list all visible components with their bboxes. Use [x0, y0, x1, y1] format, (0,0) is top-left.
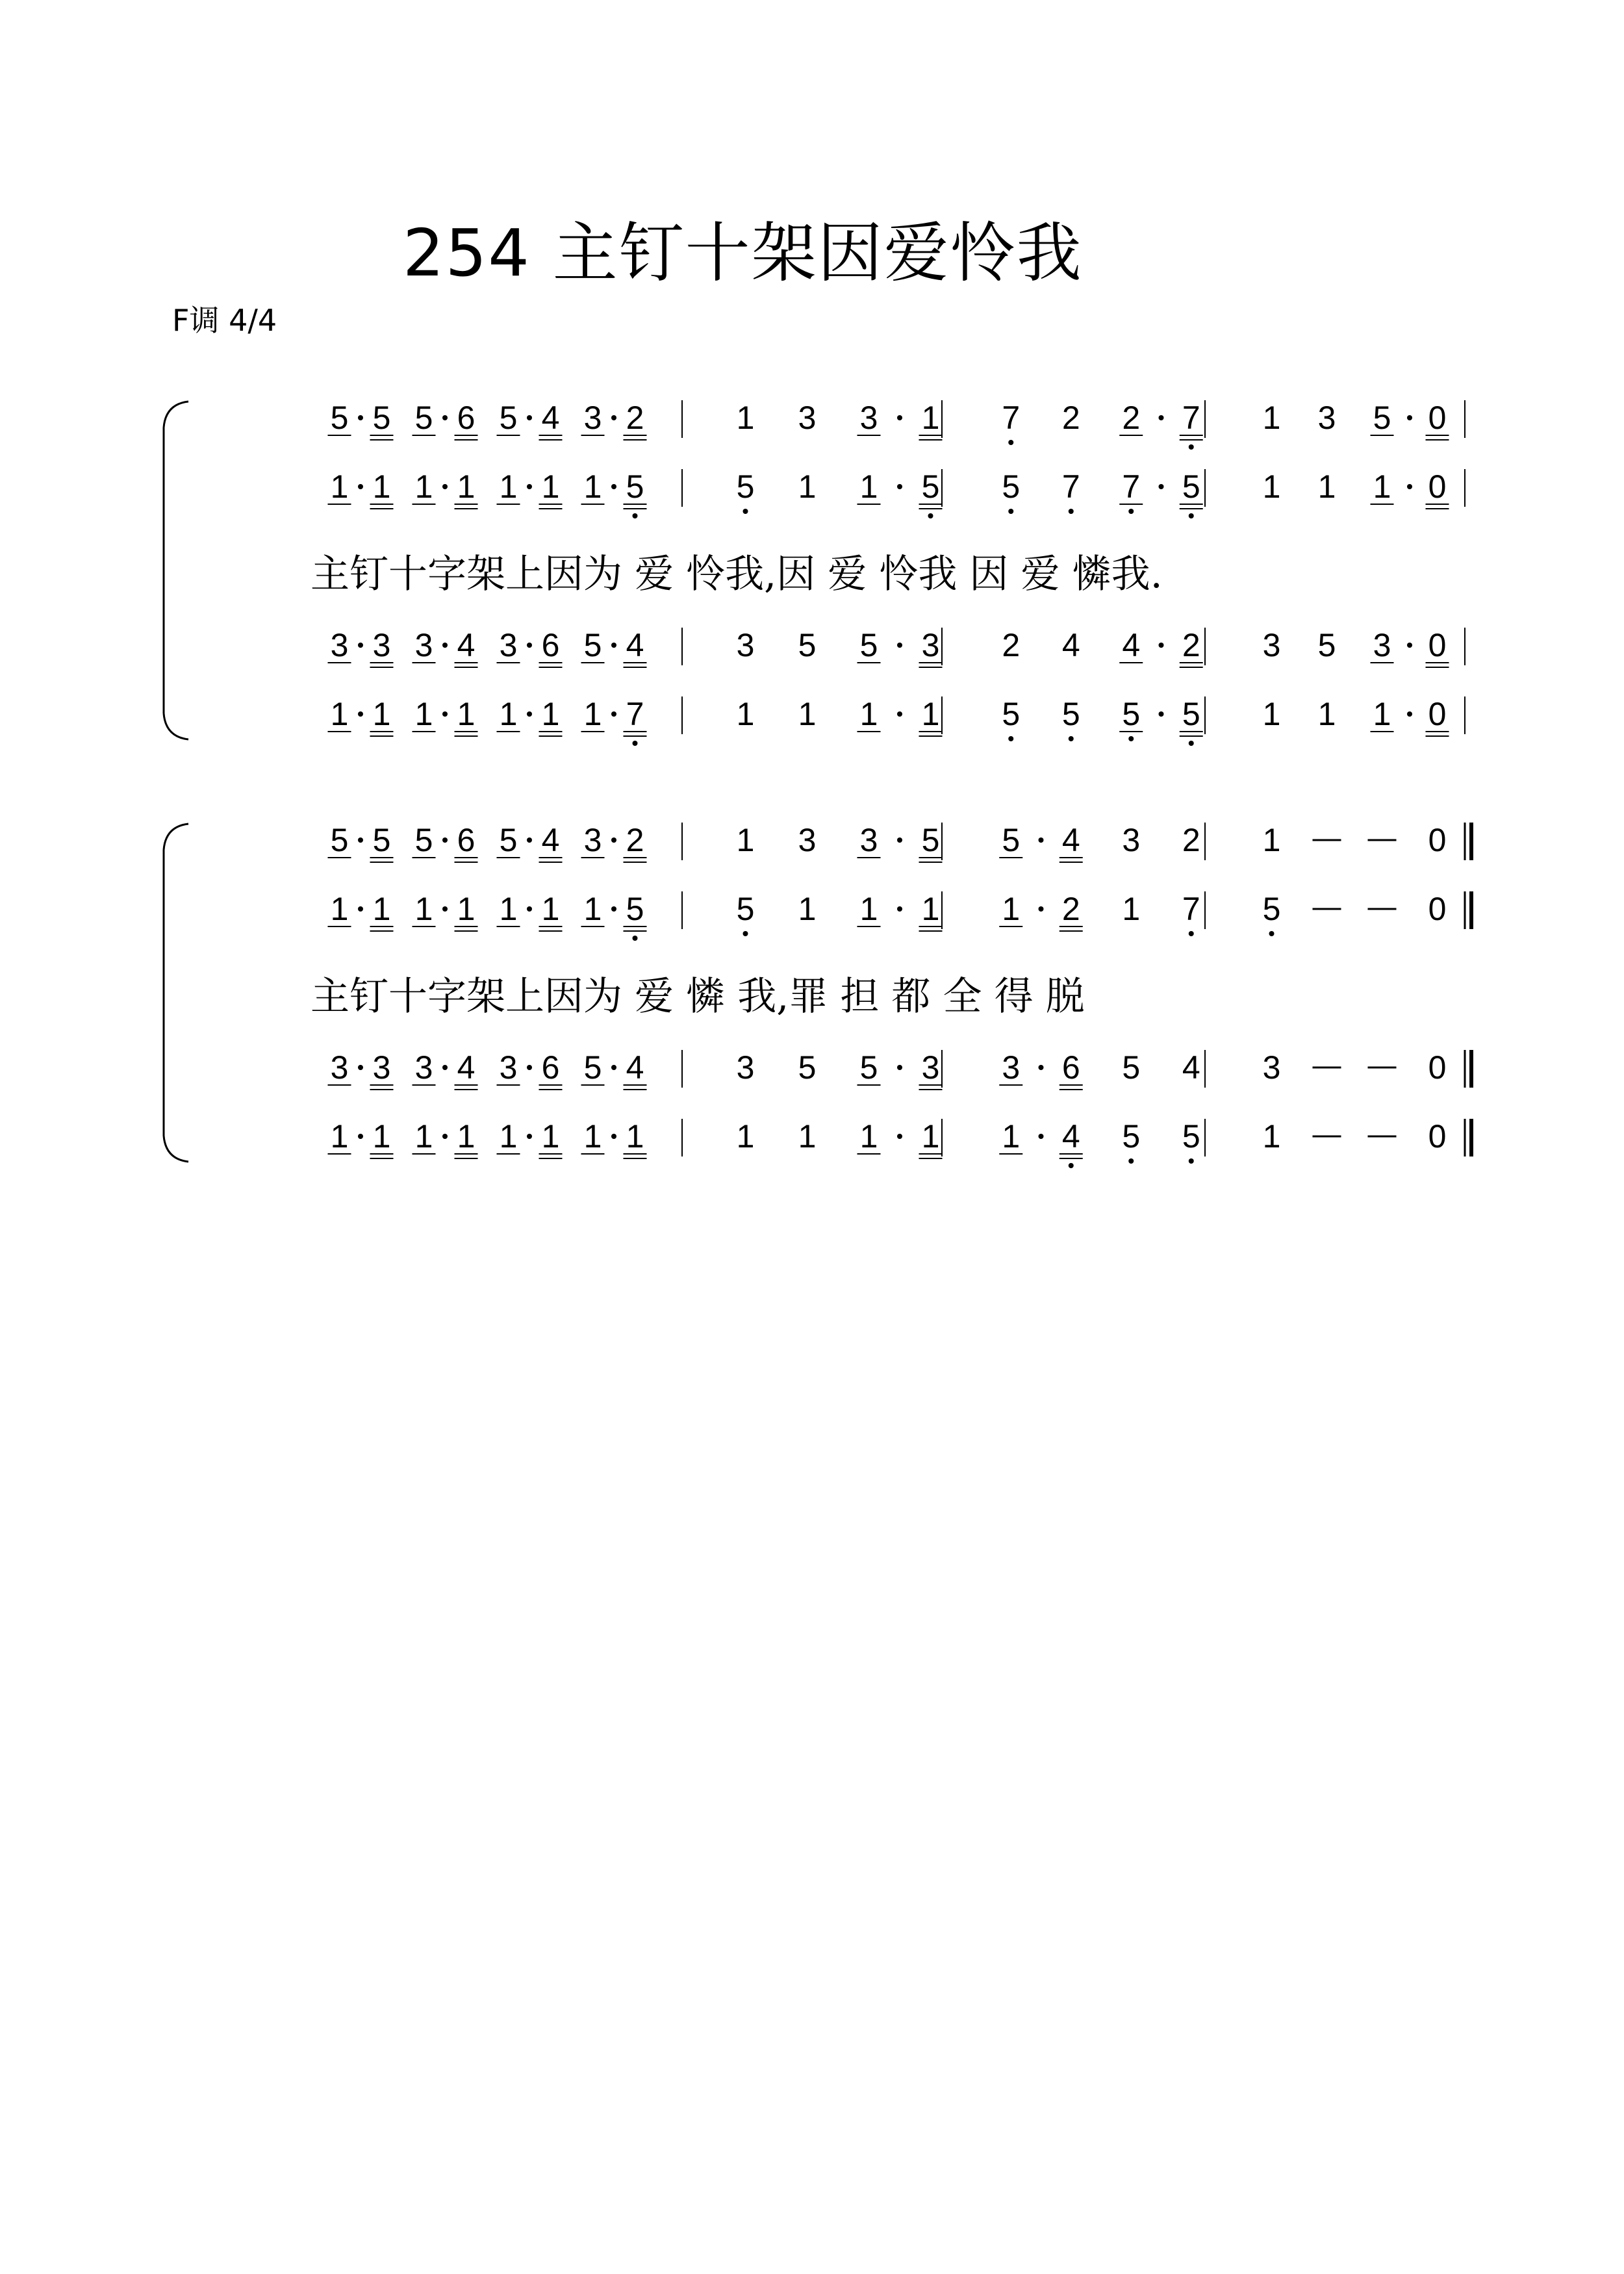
- note: 3: [414, 1049, 433, 1086]
- note: 5: [1373, 400, 1391, 436]
- note: 1: [736, 696, 755, 732]
- note: 5: [1122, 1049, 1141, 1086]
- note: 5: [1317, 627, 1336, 663]
- octave-dot: [633, 741, 638, 746]
- system-bracket-hook-bottom: [164, 1136, 188, 1162]
- note: 5: [626, 891, 644, 927]
- octave-dot: [1189, 444, 1194, 450]
- dot: [527, 906, 532, 912]
- octave-dot: [633, 513, 638, 518]
- dot: [1407, 415, 1412, 420]
- note: 4: [1182, 1049, 1200, 1086]
- note: 3: [1002, 1049, 1021, 1086]
- note: 7: [1182, 891, 1200, 927]
- octave-dot: [1008, 440, 1013, 445]
- system-bracket-hook-top: [164, 402, 188, 428]
- note: 4: [626, 1049, 644, 1086]
- dot: [442, 484, 448, 489]
- dot: [442, 1134, 448, 1139]
- note: 1: [457, 1118, 476, 1155]
- dot: [358, 1134, 363, 1139]
- note: 2: [1061, 891, 1080, 927]
- note: 3: [859, 400, 878, 436]
- note: 7: [1182, 400, 1200, 436]
- dot: [1159, 484, 1164, 489]
- note: 1: [414, 696, 433, 732]
- note: 1: [1262, 696, 1281, 732]
- dot: [1039, 1065, 1044, 1070]
- dot: [442, 711, 448, 717]
- octave-dot: [1189, 1158, 1194, 1164]
- note: 0: [1428, 696, 1447, 732]
- dot: [897, 1134, 902, 1139]
- dot: [611, 1065, 616, 1070]
- note: 3: [1122, 822, 1141, 858]
- note: 1: [1262, 1118, 1281, 1155]
- lyric-line: 主钉十字架上因为 爱 憐 我,罪 担 都 全 得 脱: [311, 974, 1085, 1019]
- note: 4: [1122, 627, 1141, 663]
- note: 1: [457, 468, 476, 505]
- note: 1: [1002, 1118, 1021, 1155]
- note: 2: [1061, 400, 1080, 436]
- note: 3: [736, 1049, 755, 1086]
- dot: [1407, 484, 1412, 489]
- note: 1: [372, 468, 391, 505]
- note: 4: [626, 627, 644, 663]
- note: 0: [1428, 627, 1447, 663]
- dot: [897, 415, 902, 420]
- dot: [527, 711, 532, 717]
- dot: [1159, 711, 1164, 717]
- note: 5: [330, 400, 349, 436]
- note: 3: [859, 822, 878, 858]
- note: 5: [1061, 696, 1080, 732]
- note: 0: [1428, 891, 1447, 927]
- note: 5: [798, 1049, 817, 1086]
- note: 5: [499, 400, 518, 436]
- dot: [1407, 711, 1412, 717]
- octave-dot: [928, 513, 933, 518]
- note: 1: [583, 891, 602, 927]
- system-bracket-hook-bottom: [164, 713, 188, 739]
- dot: [527, 415, 532, 420]
- dot: [611, 643, 616, 648]
- note: 2: [1122, 400, 1141, 436]
- note: 5: [921, 822, 940, 858]
- note: 1: [1262, 468, 1281, 505]
- note: 5: [1182, 468, 1200, 505]
- dot: [1039, 906, 1044, 912]
- note: 4: [457, 1049, 476, 1086]
- note: 1: [330, 696, 349, 732]
- dot: [611, 837, 616, 843]
- note: 3: [736, 627, 755, 663]
- octave-dot: [743, 509, 748, 514]
- dot: [527, 643, 532, 648]
- note: 4: [1061, 822, 1080, 858]
- note: 6: [457, 822, 476, 858]
- note: 1: [1262, 400, 1281, 436]
- dot: [611, 484, 616, 489]
- note: 3: [330, 627, 349, 663]
- note: 1: [372, 696, 391, 732]
- note: 3: [921, 1049, 940, 1086]
- dot: [358, 643, 363, 648]
- octave-dot: [1189, 931, 1194, 936]
- dot: [1159, 643, 1164, 648]
- note: 1: [1002, 891, 1021, 927]
- dot: [1159, 415, 1164, 420]
- note: 1: [859, 1118, 878, 1155]
- note: 6: [1061, 1049, 1080, 1086]
- octave-dot: [1128, 509, 1134, 514]
- dot: [527, 1065, 532, 1070]
- note: 0: [1428, 468, 1447, 505]
- note: 1: [372, 891, 391, 927]
- note: 5: [1002, 468, 1021, 505]
- note: 1: [1262, 822, 1281, 858]
- note: 3: [1317, 400, 1336, 436]
- dot: [442, 837, 448, 843]
- note: 1: [921, 1118, 940, 1155]
- note: 1: [798, 696, 817, 732]
- dot: [1407, 643, 1412, 648]
- note: 1: [798, 468, 817, 505]
- octave-dot: [1189, 741, 1194, 746]
- dot: [897, 1065, 902, 1070]
- note: 3: [798, 822, 817, 858]
- dot: [442, 415, 448, 420]
- note: 2: [626, 822, 644, 858]
- dot: [611, 1134, 616, 1139]
- note: 1: [457, 891, 476, 927]
- note: 5: [736, 891, 755, 927]
- note: 2: [1002, 627, 1021, 663]
- note: 6: [457, 400, 476, 436]
- dot: [358, 1065, 363, 1070]
- note: 5: [798, 627, 817, 663]
- octave-dot: [1069, 1163, 1074, 1168]
- octave-dot: [1069, 736, 1074, 741]
- note: 5: [1122, 696, 1141, 732]
- note: 1: [330, 891, 349, 927]
- dot: [358, 415, 363, 420]
- note: 3: [583, 822, 602, 858]
- octave-dot: [633, 936, 638, 941]
- note: 1: [736, 822, 755, 858]
- dot: [358, 711, 363, 717]
- lyric-line: 主钉十字架上因为 爱 怜我,因 爱 怜我 因 爱 憐我.: [311, 552, 1163, 597]
- note: 1: [330, 468, 349, 505]
- dot: [897, 837, 902, 843]
- octave-dot: [1008, 736, 1013, 741]
- note: 2: [1182, 822, 1200, 858]
- dot: [442, 906, 448, 912]
- song-title: 254 主钉十架因爱怜我: [403, 215, 1083, 291]
- note: 1: [541, 696, 560, 732]
- note: 1: [583, 1118, 602, 1155]
- octave-dot: [1069, 509, 1074, 514]
- dot: [527, 1134, 532, 1139]
- note: 5: [1002, 822, 1021, 858]
- dot: [897, 643, 902, 648]
- note: 5: [1002, 696, 1021, 732]
- note: 2: [1182, 627, 1200, 663]
- note: 5: [1182, 696, 1200, 732]
- note: 1: [1317, 696, 1336, 732]
- note: 1: [921, 891, 940, 927]
- dot: [358, 906, 363, 912]
- note: 1: [798, 1118, 817, 1155]
- dot: [442, 643, 448, 648]
- key-signature: F调 4/4: [172, 303, 277, 338]
- note: 1: [541, 891, 560, 927]
- note: 1: [541, 468, 560, 505]
- note: 1: [583, 468, 602, 505]
- note: 5: [859, 627, 878, 663]
- note: 5: [1182, 1118, 1200, 1155]
- note: 0: [1428, 400, 1447, 436]
- note: 5: [372, 822, 391, 858]
- note: 1: [414, 1118, 433, 1155]
- note: 1: [921, 696, 940, 732]
- note: 1: [499, 468, 518, 505]
- note: 5: [1122, 1118, 1141, 1155]
- note: 4: [457, 627, 476, 663]
- dot: [442, 1065, 448, 1070]
- note: 1: [921, 400, 940, 436]
- note: 7: [1002, 400, 1021, 436]
- dot: [1039, 837, 1044, 843]
- note: 5: [499, 822, 518, 858]
- note: 1: [798, 891, 817, 927]
- note: 0: [1428, 1118, 1447, 1155]
- note: 6: [541, 627, 560, 663]
- octave-dot: [1269, 931, 1275, 936]
- note: 5: [859, 1049, 878, 1086]
- octave-dot: [1189, 513, 1194, 518]
- note: 1: [1122, 891, 1141, 927]
- note: 6: [541, 1049, 560, 1086]
- dot: [527, 837, 532, 843]
- note: 1: [414, 468, 433, 505]
- note: 5: [736, 468, 755, 505]
- system-bracket-hook-top: [164, 824, 188, 850]
- dot: [897, 711, 902, 717]
- note: 7: [1061, 468, 1080, 505]
- note: 1: [859, 891, 878, 927]
- note: 1: [736, 400, 755, 436]
- note: 5: [330, 822, 349, 858]
- note: 3: [330, 1049, 349, 1086]
- note: 3: [372, 1049, 391, 1086]
- note: 7: [626, 696, 644, 732]
- note: 4: [541, 400, 560, 436]
- note: 3: [372, 627, 391, 663]
- octave-dot: [743, 931, 748, 936]
- note: 3: [1262, 627, 1281, 663]
- note: 1: [499, 696, 518, 732]
- note: 3: [499, 627, 518, 663]
- dot: [897, 906, 902, 912]
- dot: [358, 837, 363, 843]
- note: 1: [372, 1118, 391, 1155]
- note: 3: [583, 400, 602, 436]
- dot: [897, 484, 902, 489]
- note: 0: [1428, 822, 1447, 858]
- note: 7: [1122, 468, 1141, 505]
- note: 3: [1262, 1049, 1281, 1086]
- note: 5: [921, 468, 940, 505]
- dot: [358, 484, 363, 489]
- note: 1: [457, 696, 476, 732]
- note: 4: [1061, 627, 1080, 663]
- note: 1: [1373, 468, 1391, 505]
- note: 5: [583, 627, 602, 663]
- note: 5: [414, 822, 433, 858]
- note: 1: [859, 468, 878, 505]
- note: 1: [859, 696, 878, 732]
- note: 4: [541, 822, 560, 858]
- note: 5: [1262, 891, 1281, 927]
- note: 3: [499, 1049, 518, 1086]
- octave-dot: [1128, 1158, 1134, 1164]
- note: 5: [626, 468, 644, 505]
- dot: [1039, 1134, 1044, 1139]
- note: 5: [414, 400, 433, 436]
- dot: [611, 711, 616, 717]
- note: 1: [583, 696, 602, 732]
- note: 3: [414, 627, 433, 663]
- note: 1: [736, 1118, 755, 1155]
- note: 1: [626, 1118, 644, 1155]
- note: 3: [798, 400, 817, 436]
- note: 1: [414, 891, 433, 927]
- dot: [611, 906, 616, 912]
- note: 1: [330, 1118, 349, 1155]
- octave-dot: [1008, 509, 1013, 514]
- note: 5: [372, 400, 391, 436]
- note: 1: [499, 1118, 518, 1155]
- octave-dot: [1128, 736, 1134, 741]
- note: 1: [1317, 468, 1336, 505]
- note: 4: [1061, 1118, 1080, 1155]
- note: 0: [1428, 1049, 1447, 1086]
- dot: [527, 484, 532, 489]
- note: 2: [626, 400, 644, 436]
- note: 3: [1373, 627, 1391, 663]
- note: 3: [921, 627, 940, 663]
- note: 1: [541, 1118, 560, 1155]
- dot: [611, 415, 616, 420]
- note: 1: [1373, 696, 1391, 732]
- note: 5: [583, 1049, 602, 1086]
- note: 1: [499, 891, 518, 927]
